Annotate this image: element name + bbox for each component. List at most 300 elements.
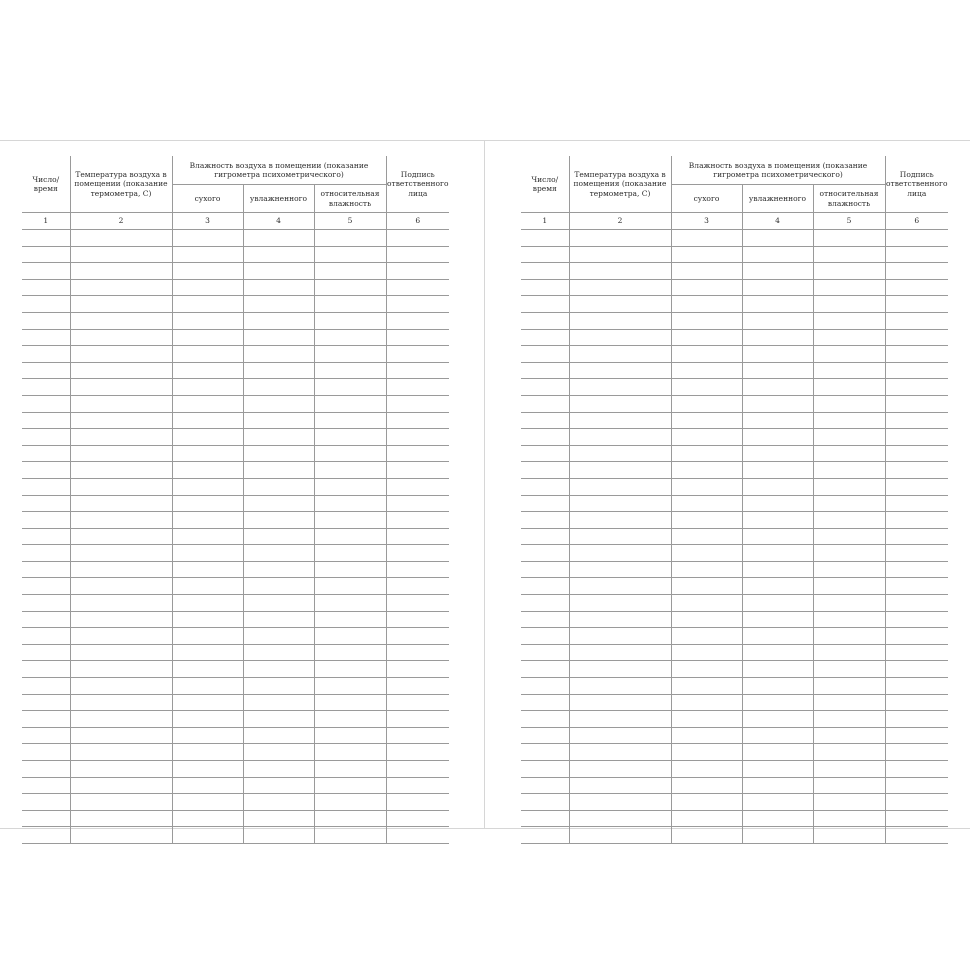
blank-cell: [243, 246, 314, 263]
blank-cell: [742, 528, 813, 545]
table-row: [521, 744, 948, 761]
blank-cell: [172, 761, 243, 778]
blank-cell: [521, 478, 569, 495]
blank-cell: [70, 810, 172, 827]
blank-cell: [742, 412, 813, 429]
blank-cell: [813, 379, 885, 396]
blank-cell: [386, 512, 449, 529]
blank-cell: [813, 346, 885, 363]
blank-cell: [22, 263, 70, 280]
blank-cell: [243, 595, 314, 612]
blank-cell: [70, 512, 172, 529]
blank-cell: [813, 362, 885, 379]
blank-cell: [885, 777, 948, 794]
blank-cell: [172, 512, 243, 529]
blank-cell: [314, 727, 386, 744]
blank-cell: [742, 578, 813, 595]
blank-cell: [569, 362, 671, 379]
blank-cell: [243, 445, 314, 462]
blank-cell: [569, 561, 671, 578]
blank-cell: [314, 246, 386, 263]
blank-cell: [70, 794, 172, 811]
table-row: [521, 246, 948, 263]
table-row: [521, 578, 948, 595]
blank-cell: [172, 379, 243, 396]
blank-cell: [314, 777, 386, 794]
table-row: [22, 611, 449, 628]
blank-cell: [885, 462, 948, 479]
blank-cell: [70, 329, 172, 346]
blank-cell: [314, 279, 386, 296]
table-row: [521, 644, 948, 661]
blank-cell: [172, 727, 243, 744]
table-row: [22, 694, 449, 711]
blank-cell: [742, 727, 813, 744]
blank-cell: [671, 312, 742, 329]
blank-cell: [813, 512, 885, 529]
table-row: [22, 379, 449, 396]
blank-cell: [569, 810, 671, 827]
blank-cell: [885, 512, 948, 529]
blank-cell: [742, 628, 813, 645]
table-row: [521, 512, 948, 529]
blank-cell: [521, 362, 569, 379]
header-signature: Подпись ответственного лица: [386, 156, 449, 213]
blank-cell: [569, 230, 671, 247]
table-row: [521, 810, 948, 827]
blank-cell: [521, 429, 569, 446]
blank-cell: [671, 545, 742, 562]
blank-cell: [521, 279, 569, 296]
blank-cell: [813, 528, 885, 545]
blank-cell: [885, 694, 948, 711]
blank-cell: [70, 478, 172, 495]
blank-cell: [742, 678, 813, 695]
blank-cell: [314, 462, 386, 479]
blank-cell: [172, 711, 243, 728]
table-row: [521, 711, 948, 728]
blank-cell: [813, 578, 885, 595]
blank-cell: [813, 445, 885, 462]
blank-cell: [671, 230, 742, 247]
blank-cell: [70, 462, 172, 479]
blank-cell: [671, 512, 742, 529]
blank-cell: [813, 711, 885, 728]
blank-cell: [386, 545, 449, 562]
blank-cell: [172, 611, 243, 628]
blank-cell: [314, 810, 386, 827]
blank-cell: [386, 445, 449, 462]
blank-cell: [386, 694, 449, 711]
blank-cell: [386, 777, 449, 794]
blank-cell: [386, 661, 449, 678]
blank-cell: [172, 644, 243, 661]
blank-cell: [386, 528, 449, 545]
column-number: 4: [243, 213, 314, 230]
blank-cell: [742, 329, 813, 346]
table-row: [521, 678, 948, 695]
blank-cell: [70, 661, 172, 678]
blank-cell: [314, 495, 386, 512]
blank-cell: [813, 296, 885, 313]
blank-cell: [22, 644, 70, 661]
blank-cell: [813, 478, 885, 495]
table-row: [521, 595, 948, 612]
blank-cell: [243, 611, 314, 628]
table-row: [22, 246, 449, 263]
blank-cell: [671, 279, 742, 296]
blank-cell: [243, 279, 314, 296]
blank-cell: [70, 279, 172, 296]
blank-cell: [386, 611, 449, 628]
blank-cell: [569, 445, 671, 462]
blank-cell: [172, 429, 243, 446]
blank-cell: [314, 628, 386, 645]
blank-cell: [885, 628, 948, 645]
blank-cell: [22, 445, 70, 462]
blank-cell: [569, 312, 671, 329]
blank-cell: [813, 279, 885, 296]
header-date-time: Число/ время: [521, 156, 569, 213]
blank-cell: [885, 296, 948, 313]
blank-cell: [671, 478, 742, 495]
table-row: [22, 744, 449, 761]
blank-cell: [742, 644, 813, 661]
blank-cell: [70, 495, 172, 512]
blank-cell: [569, 827, 671, 844]
blank-cell: [813, 312, 885, 329]
blank-cell: [813, 462, 885, 479]
blank-cell: [314, 711, 386, 728]
blank-cell: [172, 827, 243, 844]
blank-cell: [22, 395, 70, 412]
blank-cell: [70, 678, 172, 695]
blank-cell: [70, 744, 172, 761]
blank-cell: [671, 495, 742, 512]
blank-cell: [172, 478, 243, 495]
table-row: [521, 495, 948, 512]
blank-cell: [521, 644, 569, 661]
table-row: [22, 230, 449, 247]
blank-cell: [671, 644, 742, 661]
blank-cell: [22, 628, 70, 645]
blank-cell: [671, 694, 742, 711]
blank-cell: [314, 528, 386, 545]
blank-cell: [386, 595, 449, 612]
blank-cell: [70, 561, 172, 578]
blank-cell: [172, 595, 243, 612]
table-row: [22, 512, 449, 529]
blank-cell: [70, 346, 172, 363]
blank-cell: [742, 794, 813, 811]
blank-cell: [885, 678, 948, 695]
blank-cell: [70, 230, 172, 247]
blank-cell: [742, 561, 813, 578]
blank-cell: [22, 478, 70, 495]
blank-cell: [314, 561, 386, 578]
blank-cell: [742, 263, 813, 280]
header-temperature: Температура воздуха в помещения (показание термометра, С): [569, 156, 671, 213]
blank-cell: [569, 296, 671, 313]
blank-cell: [386, 246, 449, 263]
blank-cell: [671, 462, 742, 479]
blank-cell: [172, 628, 243, 645]
table-row: [22, 545, 449, 562]
blank-cell: [22, 595, 70, 612]
table-row: [22, 727, 449, 744]
column-number: 5: [314, 213, 386, 230]
blank-cell: [243, 777, 314, 794]
blank-cell: [172, 777, 243, 794]
blank-cell: [521, 727, 569, 744]
blank-cell: [671, 346, 742, 363]
table-row: [521, 545, 948, 562]
blank-cell: [569, 777, 671, 794]
blank-cell: [243, 761, 314, 778]
blank-cell: [521, 495, 569, 512]
header-date-time: Число/ время: [22, 156, 70, 213]
blank-cell: [813, 810, 885, 827]
blank-cell: [314, 512, 386, 529]
blank-cell: [22, 246, 70, 263]
blank-cell: [742, 478, 813, 495]
blank-cell: [386, 395, 449, 412]
blank-cell: [742, 230, 813, 247]
blank-cell: [386, 263, 449, 280]
blank-cell: [243, 346, 314, 363]
column-number: 3: [671, 213, 742, 230]
blank-cell: [22, 279, 70, 296]
blank-cell: [314, 678, 386, 695]
blank-cell: [885, 761, 948, 778]
blank-cell: [22, 711, 70, 728]
blank-cell: [521, 395, 569, 412]
blank-cell: [813, 611, 885, 628]
blank-cell: [671, 611, 742, 628]
blank-cell: [813, 246, 885, 263]
header-temperature: Температура воздуха в помещении (показание термометра, С): [70, 156, 172, 213]
blank-cell: [671, 578, 742, 595]
table-row: [22, 329, 449, 346]
blank-cell: [70, 379, 172, 396]
blank-cell: [569, 794, 671, 811]
blank-cell: [172, 578, 243, 595]
blank-cell: [813, 495, 885, 512]
journal-table-left: [22, 156, 449, 844]
blank-cell: [22, 744, 70, 761]
blank-cell: [671, 661, 742, 678]
blank-cell: [521, 329, 569, 346]
blank-cell: [243, 578, 314, 595]
blank-cell: [885, 561, 948, 578]
blank-cell: [742, 810, 813, 827]
table-row: [22, 412, 449, 429]
blank-cell: [671, 379, 742, 396]
blank-cell: [22, 727, 70, 744]
blank-cell: [813, 644, 885, 661]
blank-cell: [386, 827, 449, 844]
blank-cell: [885, 794, 948, 811]
blank-cell: [521, 230, 569, 247]
blank-cell: [22, 545, 70, 562]
blank-cell: [569, 694, 671, 711]
blank-cell: [521, 827, 569, 844]
table-row: [22, 661, 449, 678]
blank-cell: [22, 462, 70, 479]
table-row: [521, 379, 948, 396]
blank-cell: [386, 678, 449, 695]
blank-cell: [569, 495, 671, 512]
table-row: [22, 678, 449, 695]
blank-cell: [671, 628, 742, 645]
blank-cell: [813, 230, 885, 247]
blank-cell: [22, 810, 70, 827]
blank-cell: [521, 296, 569, 313]
blank-cell: [70, 545, 172, 562]
blank-cell: [22, 827, 70, 844]
blank-cell: [172, 230, 243, 247]
blank-cell: [172, 528, 243, 545]
blank-cell: [172, 678, 243, 695]
blank-cell: [386, 279, 449, 296]
blank-cell: [22, 412, 70, 429]
blank-cell: [671, 727, 742, 744]
blank-cell: [172, 296, 243, 313]
blank-cell: [172, 462, 243, 479]
blank-cell: [671, 744, 742, 761]
blank-cell: [813, 595, 885, 612]
blank-cell: [172, 495, 243, 512]
blank-cell: [813, 794, 885, 811]
blank-cell: [569, 462, 671, 479]
blank-cell: [521, 628, 569, 645]
table-row: [521, 462, 948, 479]
table-row: [22, 429, 449, 446]
blank-cell: [314, 794, 386, 811]
blank-cell: [885, 661, 948, 678]
blank-cell: [521, 545, 569, 562]
blank-cell: [172, 395, 243, 412]
blank-cell: [172, 329, 243, 346]
blank-cell: [70, 246, 172, 263]
table-row: [22, 445, 449, 462]
blank-cell: [243, 263, 314, 280]
blank-cell: [386, 711, 449, 728]
blank-cell: [671, 362, 742, 379]
blank-cell: [813, 678, 885, 695]
table-row: [521, 395, 948, 412]
table-row: [22, 711, 449, 728]
blank-cell: [314, 329, 386, 346]
blank-cell: [742, 694, 813, 711]
blank-cell: [521, 810, 569, 827]
blank-cell: [569, 412, 671, 429]
blank-cell: [70, 429, 172, 446]
blank-cell: [22, 528, 70, 545]
blank-cell: [172, 744, 243, 761]
blank-cell: [742, 495, 813, 512]
blank-cell: [885, 412, 948, 429]
blank-cell: [742, 462, 813, 479]
blank-cell: [885, 246, 948, 263]
blank-cell: [314, 263, 386, 280]
blank-cell: [671, 777, 742, 794]
blank-cell: [813, 661, 885, 678]
blank-cell: [671, 761, 742, 778]
column-number: 1: [521, 213, 569, 230]
table-row: [22, 528, 449, 545]
blank-cell: [742, 761, 813, 778]
blank-cell: [243, 329, 314, 346]
blank-cell: [386, 329, 449, 346]
table-row: [521, 429, 948, 446]
blank-cell: [22, 495, 70, 512]
blank-cell: [70, 395, 172, 412]
blank-cell: [813, 744, 885, 761]
blank-cell: [243, 512, 314, 529]
table-row: [521, 628, 948, 645]
table-row: [521, 412, 948, 429]
blank-cell: [521, 711, 569, 728]
blank-cell: [569, 761, 671, 778]
blank-cell: [742, 744, 813, 761]
blank-cell: [386, 794, 449, 811]
header-humidity-group: Влажность воздуха в помещения (показание гигрометра психометрического): [671, 156, 885, 185]
blank-cell: [885, 312, 948, 329]
table-row: [22, 777, 449, 794]
blank-cell: [885, 644, 948, 661]
blank-cell: [22, 296, 70, 313]
blank-cell: [671, 263, 742, 280]
blank-cell: [243, 495, 314, 512]
blank-cell: [314, 379, 386, 396]
column-number: 5: [813, 213, 885, 230]
blank-cell: [22, 512, 70, 529]
blank-cell: [314, 545, 386, 562]
blank-cell: [172, 412, 243, 429]
blank-cell: [521, 512, 569, 529]
blank-cell: [885, 578, 948, 595]
blank-cell: [70, 611, 172, 628]
table-row: [22, 279, 449, 296]
blank-cell: [70, 644, 172, 661]
blank-cell: [314, 661, 386, 678]
blank-cell: [243, 478, 314, 495]
blank-cell: [521, 661, 569, 678]
blank-cell: [742, 395, 813, 412]
table-row: [521, 279, 948, 296]
blank-cell: [521, 611, 569, 628]
table-row: [22, 395, 449, 412]
blank-cell: [22, 611, 70, 628]
table-row: [521, 528, 948, 545]
blank-cell: [314, 611, 386, 628]
blank-cell: [885, 478, 948, 495]
blank-cell: [22, 346, 70, 363]
blank-cell: [569, 329, 671, 346]
blank-cell: [671, 528, 742, 545]
blank-cell: [671, 445, 742, 462]
blank-cell: [569, 744, 671, 761]
blank-cell: [172, 445, 243, 462]
blank-cell: [671, 678, 742, 695]
journal-table-right: [521, 156, 948, 844]
blank-cell: [243, 827, 314, 844]
blank-cell: [243, 296, 314, 313]
blank-cell: [243, 230, 314, 247]
blank-cell: [521, 445, 569, 462]
blank-cell: [813, 727, 885, 744]
